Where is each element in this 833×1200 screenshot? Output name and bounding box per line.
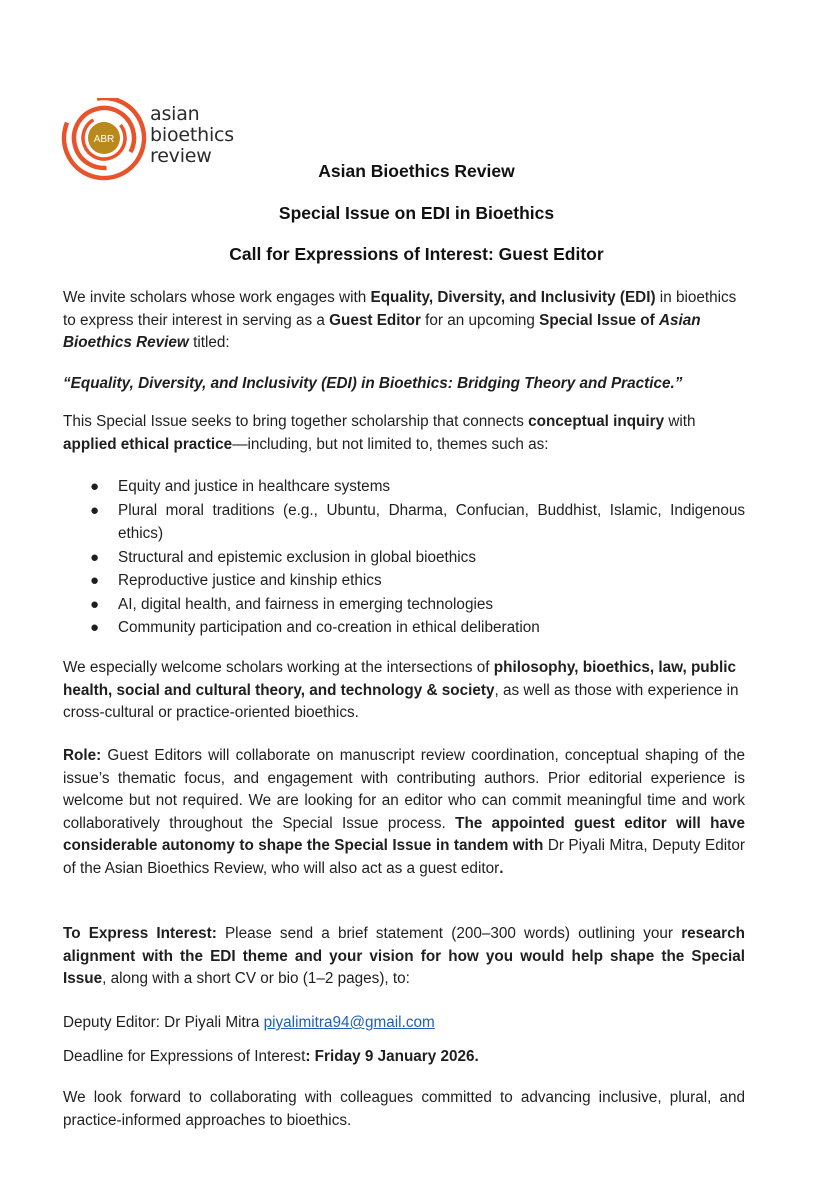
special-issue-heading: Special Issue on EDI in Bioethics: [278, 203, 555, 223]
issue-title: “Equality, Diversity, and Inclusivity (EDI) in Bioethics: Bridging Theory and Practice.”: [63, 375, 683, 392]
list-item: ● Equity and justice in healthcare systems: [63, 475, 745, 499]
intro-paragraph: We invite scholars whose work engages with Equality, Diversity, and Inclusivity (EDI) in bioethics to express their interest in serving as a Guest Editor for an upcoming Special Issue of Asian Bioethics Review titled:: [63, 289, 737, 351]
role-paragraph: Role: Guest Editors will collaborate on manuscript review coordination, conceptual shaping of the issue’s thematic focus, and engagement with contributing authors. Prior editorial experience is welcome but not required. We are looking for an editor who can commit meaningful time and work collaboratively throughout the Special Issue process. The appointed guest editor will have considerable autonomy to shape the Special Issue in tandem with Dr Piyali Mitra, Deputy Editor of the Asian Bioethics Review, who will also act as a guest editor.: [63, 747, 746, 877]
logo-line: asian: [150, 103, 200, 125]
journal-heading: Asian Bioethics Review: [318, 161, 515, 181]
themes-list: [63, 475, 745, 640]
bullet-icon: ●: [90, 572, 100, 589]
bullet-icon: ●: [90, 478, 100, 495]
list-item: ● Structural and epistemic exclusion in global bioethics: [63, 546, 745, 570]
list-item: ● Community participation and co-creation in ethical deliberation: [63, 616, 745, 640]
logo-badge-text: ABR: [93, 134, 115, 145]
bullet-icon: ●: [90, 548, 100, 566]
express-interest-paragraph: To Express Interest: Please send a brief statement (200–300 words) outlining your research alignment with the EDI theme and your vision for how you would help shape the Special Issue, along with a short CV or bio (1–2 pages), to:: [63, 925, 745, 987]
scope-paragraph: This Special Issue seeks to bring together scholarship that connects conceptual inquiry with applied ethical practice—including, but not limited to, themes such as:: [63, 413, 696, 453]
closing-paragraph: We look forward to collaborating with colleagues committed to advancing inclusive, plural, and practice-informed approaches to bioethics.: [63, 1089, 745, 1129]
bullet-icon: ●: [90, 619, 100, 636]
email-link[interactable]: piyalimitra94@gmail.com: [263, 1014, 435, 1031]
bullet-icon: ●: [90, 595, 100, 613]
logo-line: bioethics: [150, 124, 234, 146]
list-item: ● Plural moral traditions (e.g., Ubuntu, Dharma, Confucian, Buddhist, Islamic, Indigenous ethics): [63, 499, 745, 546]
welcome-paragraph: We especially welcome scholars working at the intersections of philosophy, bioethics, law, public health, social and cultural theory, and technology & society, as well as those with experience in cross-cultural or practice-oriented bioethics.: [63, 659, 739, 721]
call-heading: Call for Expressions of Interest: Guest Editor: [229, 244, 604, 264]
list-item: ● Reproductive justice and kinship ethics: [63, 569, 745, 593]
contact-line: Deputy Editor: Dr Piyali Mitra piyalimitra94@gmail.com: [63, 1014, 435, 1031]
deadline-line: Deadline for Expressions of Interest: Friday 9 January 2026.: [63, 1048, 479, 1065]
list-item: ● AI, digital health, and fairness in emerging technologies: [63, 593, 745, 617]
logo-line: review: [150, 145, 212, 167]
bullet-icon: ●: [90, 501, 100, 519]
logo-wordmark: [150, 104, 234, 167]
